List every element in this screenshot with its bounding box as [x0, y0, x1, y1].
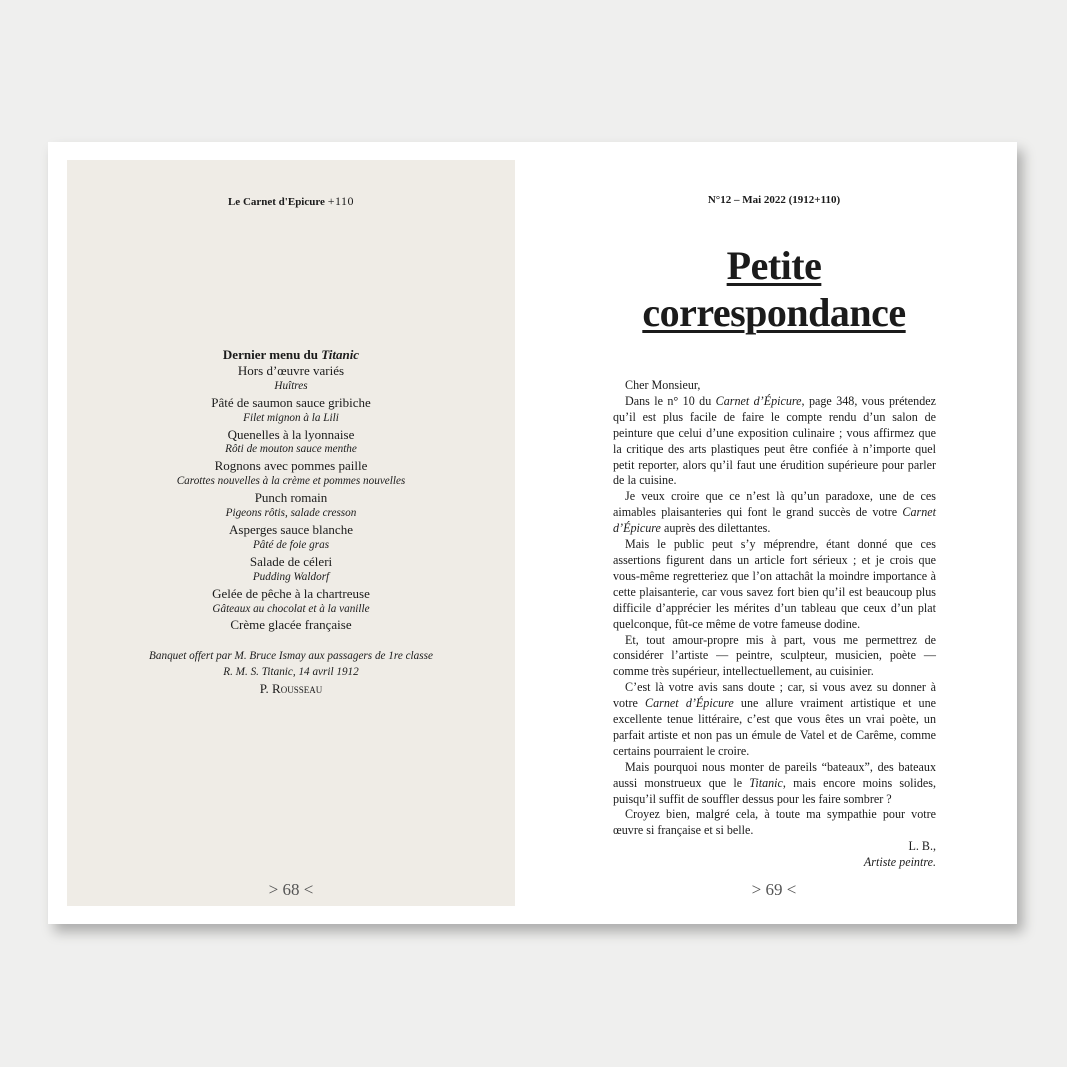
menu-item: Pâté de foie gras [252, 538, 330, 551]
letter-paragraph: C’est là votre avis sans doute ; car, si vous avez su donner à votre Carnet d’Épicure une allure vraiment artistique et une excellente tenue littéraire, c’est que vous êtes un vrai poète, un parfait artiste et non pas un émule de Vatel et de Carême, comme certains pourraient le croire. [613, 680, 937, 758]
ship-line: R. M. S. Titanic, 14 avril 1912 [223, 666, 359, 679]
right-folio: > 69 < [751, 880, 797, 899]
menu-item: Huîtres [274, 379, 308, 392]
signature: L. B., [908, 839, 936, 854]
left-running-head [67, 194, 515, 209]
menu-item: Rôti de mouton sauce menthe [225, 443, 357, 456]
book-spread [48, 142, 1017, 924]
right-page [536, 160, 1012, 906]
salutation: Cher Monsieur, [625, 378, 701, 392]
magazine-name: Le Carnet d'Epicure [227, 196, 325, 208]
menu-item: Filet mignon à la Lili [243, 411, 339, 424]
letter-paragraph: Je veux croire que ce n’est là qu’un paradoxe, une de ces aimables plaisanteries qui font le grand succès de votre Carnet d’Épicure auprès des dilettantes. [613, 489, 936, 536]
menu-item: Rognons avec pommes paille [214, 458, 368, 474]
menu-item: Salade de céleri [249, 553, 333, 569]
right-running-head: N°12 – Mai 2022 (1912+110) [707, 194, 841, 206]
menu-author: P. Rousseau [259, 681, 323, 697]
menu-items [67, 363, 515, 633]
menu-item: Quenelles à la lyonnaise [227, 426, 355, 442]
letter-paragraph: Croyez bien, malgré cela, à toute ma sympathie pour votre œuvre si française et si belle. [613, 807, 936, 838]
letter-paragraph: Et, tout amour-propre mis à part, vous me permettrez de considérer l’artiste — peintre, sculpteur, musicien, poète — comme très supérieur, intellectuellement, au cuisinier. [613, 632, 936, 679]
article-title: Petite correspondance [642, 243, 906, 335]
signature-role: Artiste peintre. [863, 855, 936, 870]
menu-item: Pigeons rôtis, salade cresson [225, 507, 357, 520]
menu-block [67, 347, 515, 697]
menu-item: Gâteaux au chocolat et à la vanille [212, 602, 370, 615]
menu-item: Hors d’œuvre variés [237, 362, 345, 378]
running-head-accent: +110 [327, 194, 355, 208]
menu-item: Asperges sauce blanche [229, 521, 353, 537]
menu-item: Carottes nouvelles à la crème et pommes nouvelles [176, 475, 406, 488]
menu-title: Dernier menu du Titanic [222, 347, 360, 362]
banquet-line: Banquet offert par M. Bruce Ismay aux passagers de 1re classe [149, 650, 433, 663]
menu-item: Crème glacée française [230, 617, 352, 633]
left-page [67, 160, 515, 906]
menu-item: Pudding Waldorf [252, 570, 330, 583]
menu-item: Pâté de saumon sauce gribiche [211, 394, 371, 410]
menu-item: Punch romain [254, 490, 328, 506]
letter-paragraph: Dans le n° 10 du Carnet d’Épicure, page 348, vous prétendez qu’il est plus facile de faire le compte rendu d’un salon de peinture que celui d’une exposition culinaire ; vous affirmez que la critique des arts plastiques peut être confiée à n’importe quel petit reporter, alors qu’il faut une érudition supérieure pour parler de la cuisine. [613, 393, 936, 488]
left-folio: > 68 < [268, 880, 314, 899]
letter-body [613, 378, 936, 871]
letter-paragraph: Mais le public peut s’y méprendre, étant donné que ces assertions figurent dans un article fort sérieux ; et je crois que vous-même regretteriez que l’on attachât la moindre importance à cette plaisanterie, car vous savez fort bien qu’il est beaucoup plus difficile d’apprécier les mérites d’un tableau que ceux d’un plat quelconque, fût-ce même de votre fameuse dodine. [613, 537, 936, 631]
letter-paragraphs [613, 394, 936, 839]
letter-paragraph: Mais pourquoi nous monter de pareils “bateaux”, des bateaux aussi monstrueux que le Titanic, mais encore moins solides, puisqu’il suffit de souffler dessus pour les faire sombrer ? [613, 759, 936, 806]
menu-item: Gelée de pêche à la chartreuse [212, 585, 370, 601]
